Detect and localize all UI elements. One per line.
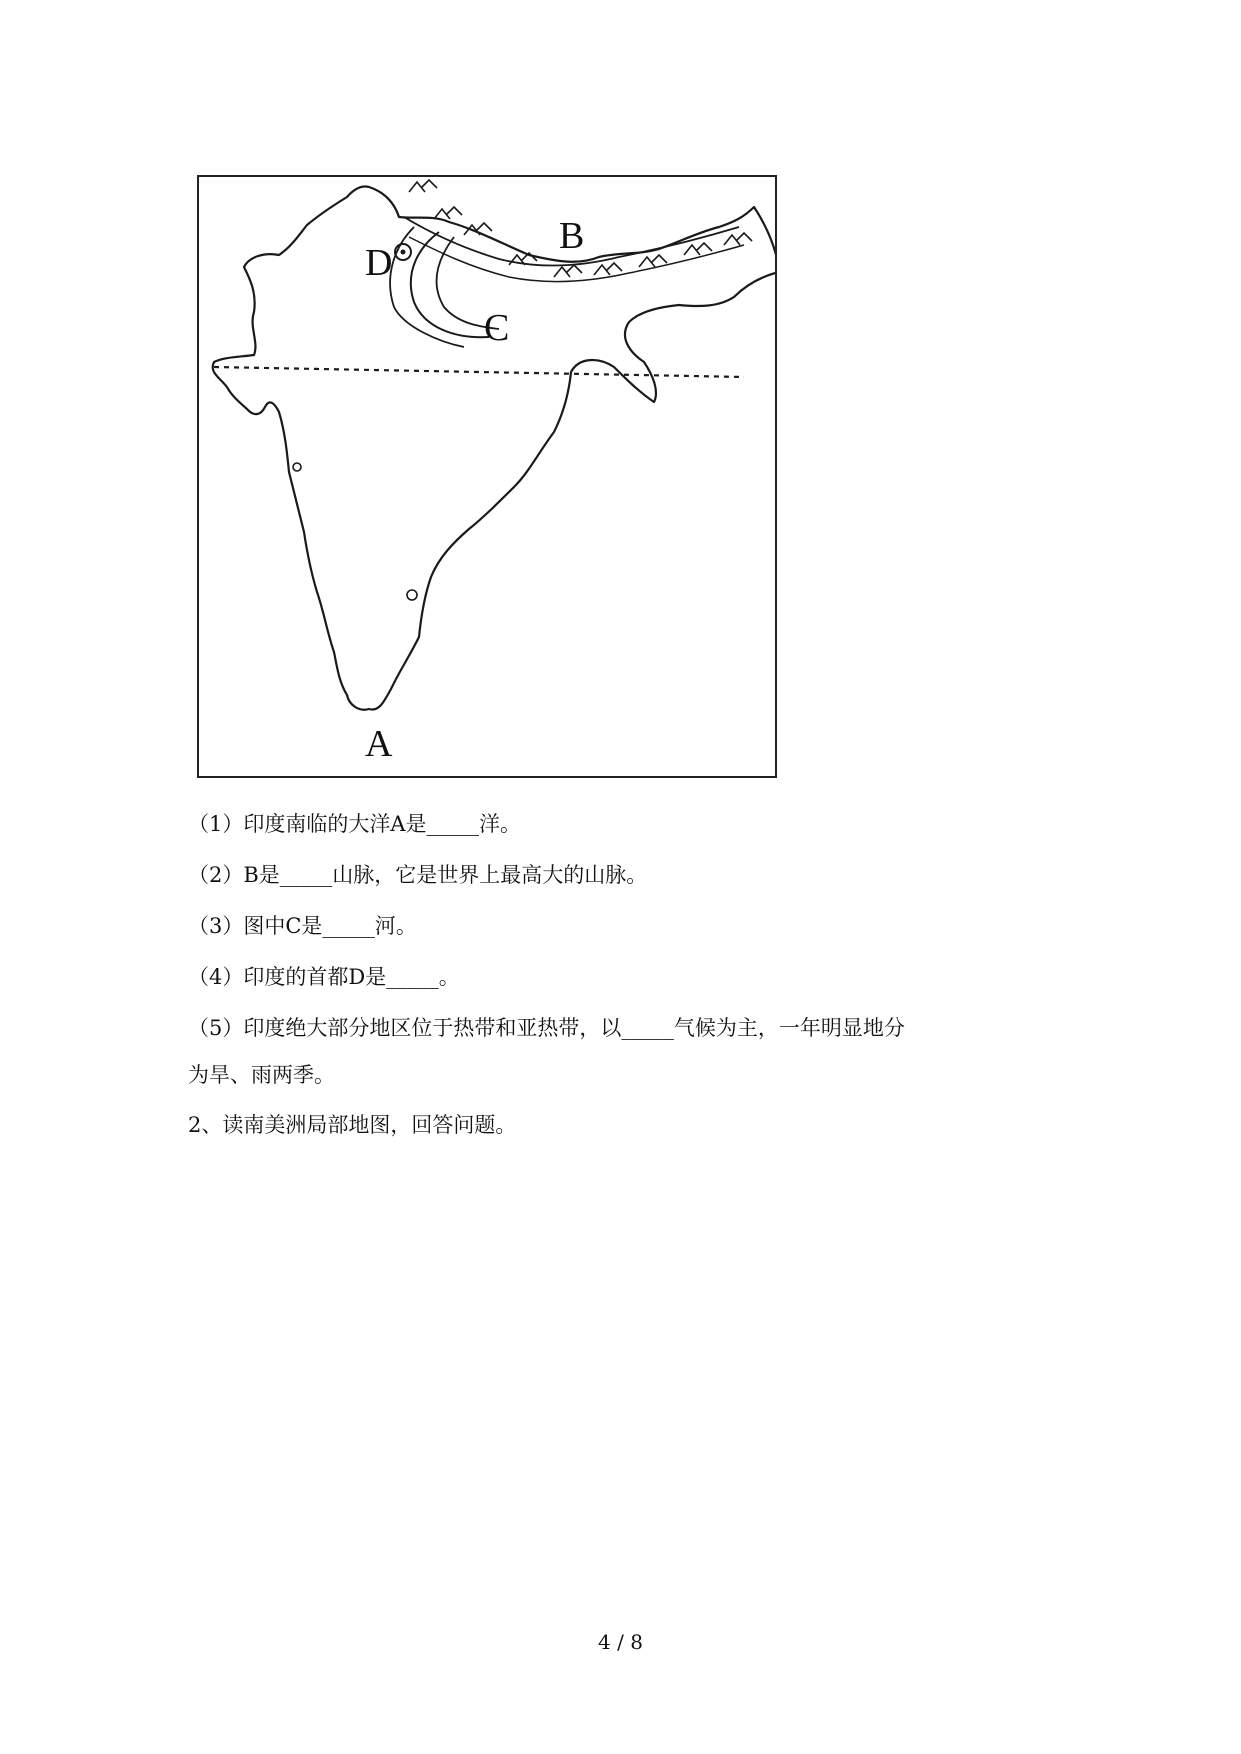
india-outline (213, 186, 777, 709)
city-marker (293, 463, 301, 471)
map-label-d: D (365, 242, 393, 284)
question-4: （4）印度的首都D是_____。 (188, 965, 460, 989)
page-number: 4 / 8 (598, 1630, 643, 1654)
question-5: （5）印度绝大部分地区位于热带和亚热带，以_____气候为主，一年明显地分 (188, 1016, 905, 1040)
india-map-drawing (199, 177, 777, 778)
tropic-of-cancer (214, 367, 744, 377)
question-2: （2）B是_____山脉，它是世界上最高大的山脉。 (188, 863, 648, 887)
map-label-a: A (365, 723, 393, 765)
city-marker (407, 590, 417, 600)
ganges-river (411, 232, 489, 337)
question-5-continued: 为旱、雨两季。 (188, 1063, 335, 1087)
question-2-heading: 2、读南美洲局部地图，回答问题。 (188, 1113, 517, 1137)
india-map-figure (197, 175, 777, 778)
map-label-c: C (484, 307, 510, 349)
question-1: （1）印度南临的大洋A是_____洋。 (188, 812, 522, 836)
map-label-b: B (559, 215, 585, 257)
question-3: （3）图中C是_____河。 (188, 914, 417, 938)
